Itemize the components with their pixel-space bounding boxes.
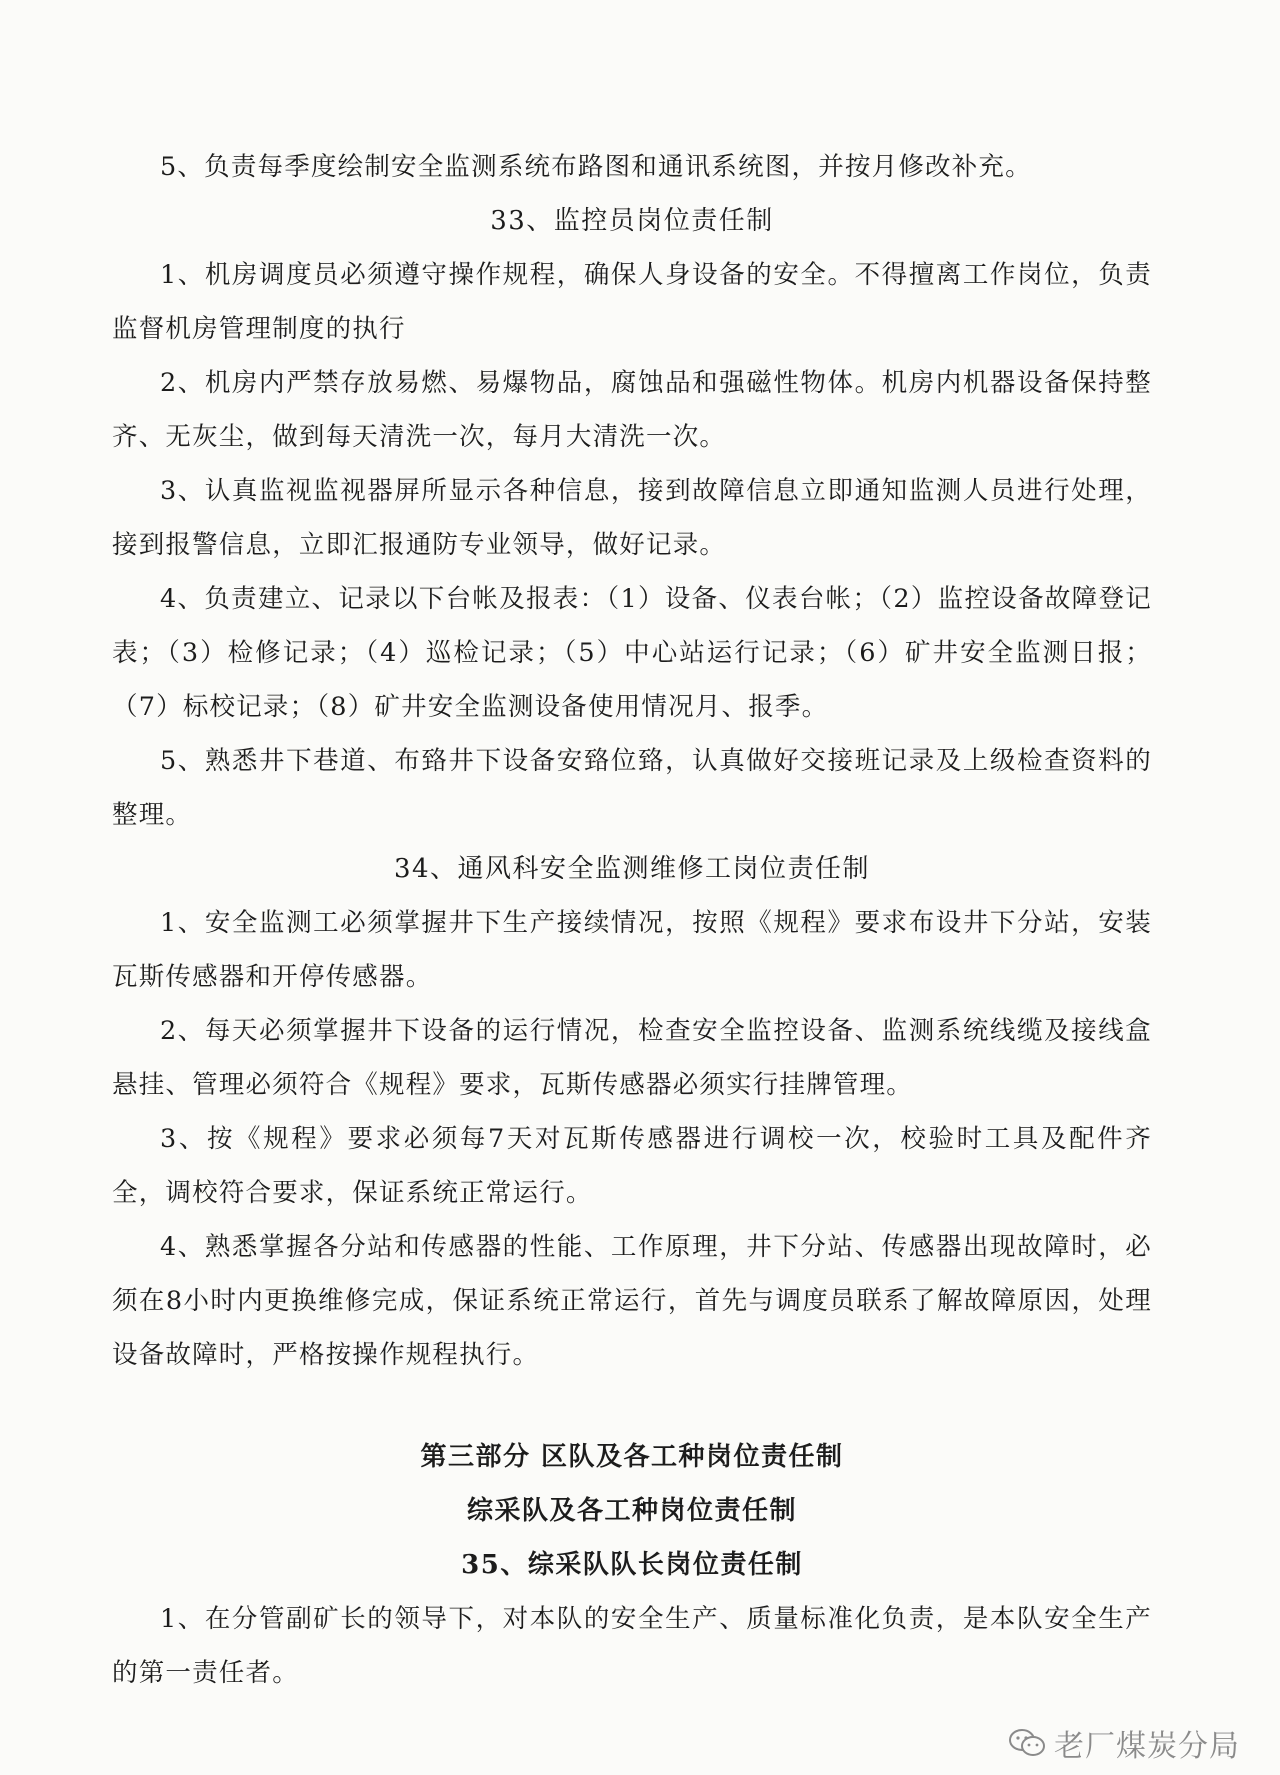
section-33-item: 5、熟悉井下巷道、布臵井下设备安臵位臵，认真做好交接班记录及上级检查资料的整理。 <box>112 746 1152 830</box>
part-3-title: 第三部分 区队及各工种岗位责任制 <box>420 1442 844 1472</box>
watermark-text: 老厂煤炭分局 <box>1054 1729 1240 1764</box>
section-33-item: 2、机房内严禁存放易燃、易爆物品，腐蚀品和强磁性物体。机房内机器设备保持整齐、无灰尘，做到每天清洗一次，每月大清洗一次。 <box>112 368 1152 452</box>
section-34-title: 34、通风科安全监测维修工岗位责任制 <box>393 854 871 884</box>
section-35-item: 1、在分管副矿长的领导下，对本队的安全生产、质量标准化负责，是本队安全生产的第一责任者。 <box>112 1604 1152 1688</box>
wechat-icon <box>1008 1727 1046 1759</box>
section-33-item: 1、机房调度员必须遵守操作规程，确保人身设备的安全。不得擅离工作岗位，负责监督机房管理制度的执行 <box>112 260 1152 344</box>
document-page <box>112 140 1152 1700</box>
paragraph: 5、负责每季度绘制安全监测系统布路图和通讯系统图，并按月修改补充。 <box>160 152 1032 182</box>
section-34-item: 1、安全监测工必须掌握井下生产接续情况，按照《规程》要求布设井下分站，安装瓦斯传感器和开停传感器。 <box>112 908 1152 992</box>
watermark <box>1008 1721 1240 1765</box>
section-33-item: 4、负责建立、记录以下台帐及报表：（1）设备、仪表台帐；（2）监控设备故障登记表；（3）检修记录；（4）巡检记录；（5）中心站运行记录；（6）矿井安全监测日报；（7）标校记录；（8）矿井安全监测设备使用情况月、报季。 <box>112 584 1152 722</box>
section-33-item: 3、认真监视监视器屏所显示各种信息，接到故障信息立即通知监测人员进行处理，接到报警信息，立即汇报通防专业领导，做好记录。 <box>112 476 1152 560</box>
part-3-subtitle: 综采队及各工种岗位责任制 <box>466 1496 797 1526</box>
section-33-title: 33、监控员岗位责任制 <box>490 206 774 236</box>
section-34-item: 2、每天必须掌握井下设备的运行情况，检查安全监控设备、监测系统线缆及接线盒悬挂、管理必须符合《规程》要求，瓦斯传感器必须实行挂牌管理。 <box>112 1016 1152 1100</box>
section-34-item: 3、按《规程》要求必须每7天对瓦斯传感器进行调校一次，校验时工具及配件齐全，调校符合要求，保证系统正常运行。 <box>112 1124 1152 1208</box>
section-35-title: 35、综采队队长岗位责任制 <box>461 1550 803 1580</box>
section-34-item: 4、熟悉掌握各分站和传感器的性能、工作原理，井下分站、传感器出现故障时，必须在8小时内更换维修完成，保证系统正常运行，首先与调度员联系了解故障原因，处理设备故障时，严格按操作规程执行。 <box>112 1232 1152 1370</box>
spacer <box>112 1382 1152 1430</box>
